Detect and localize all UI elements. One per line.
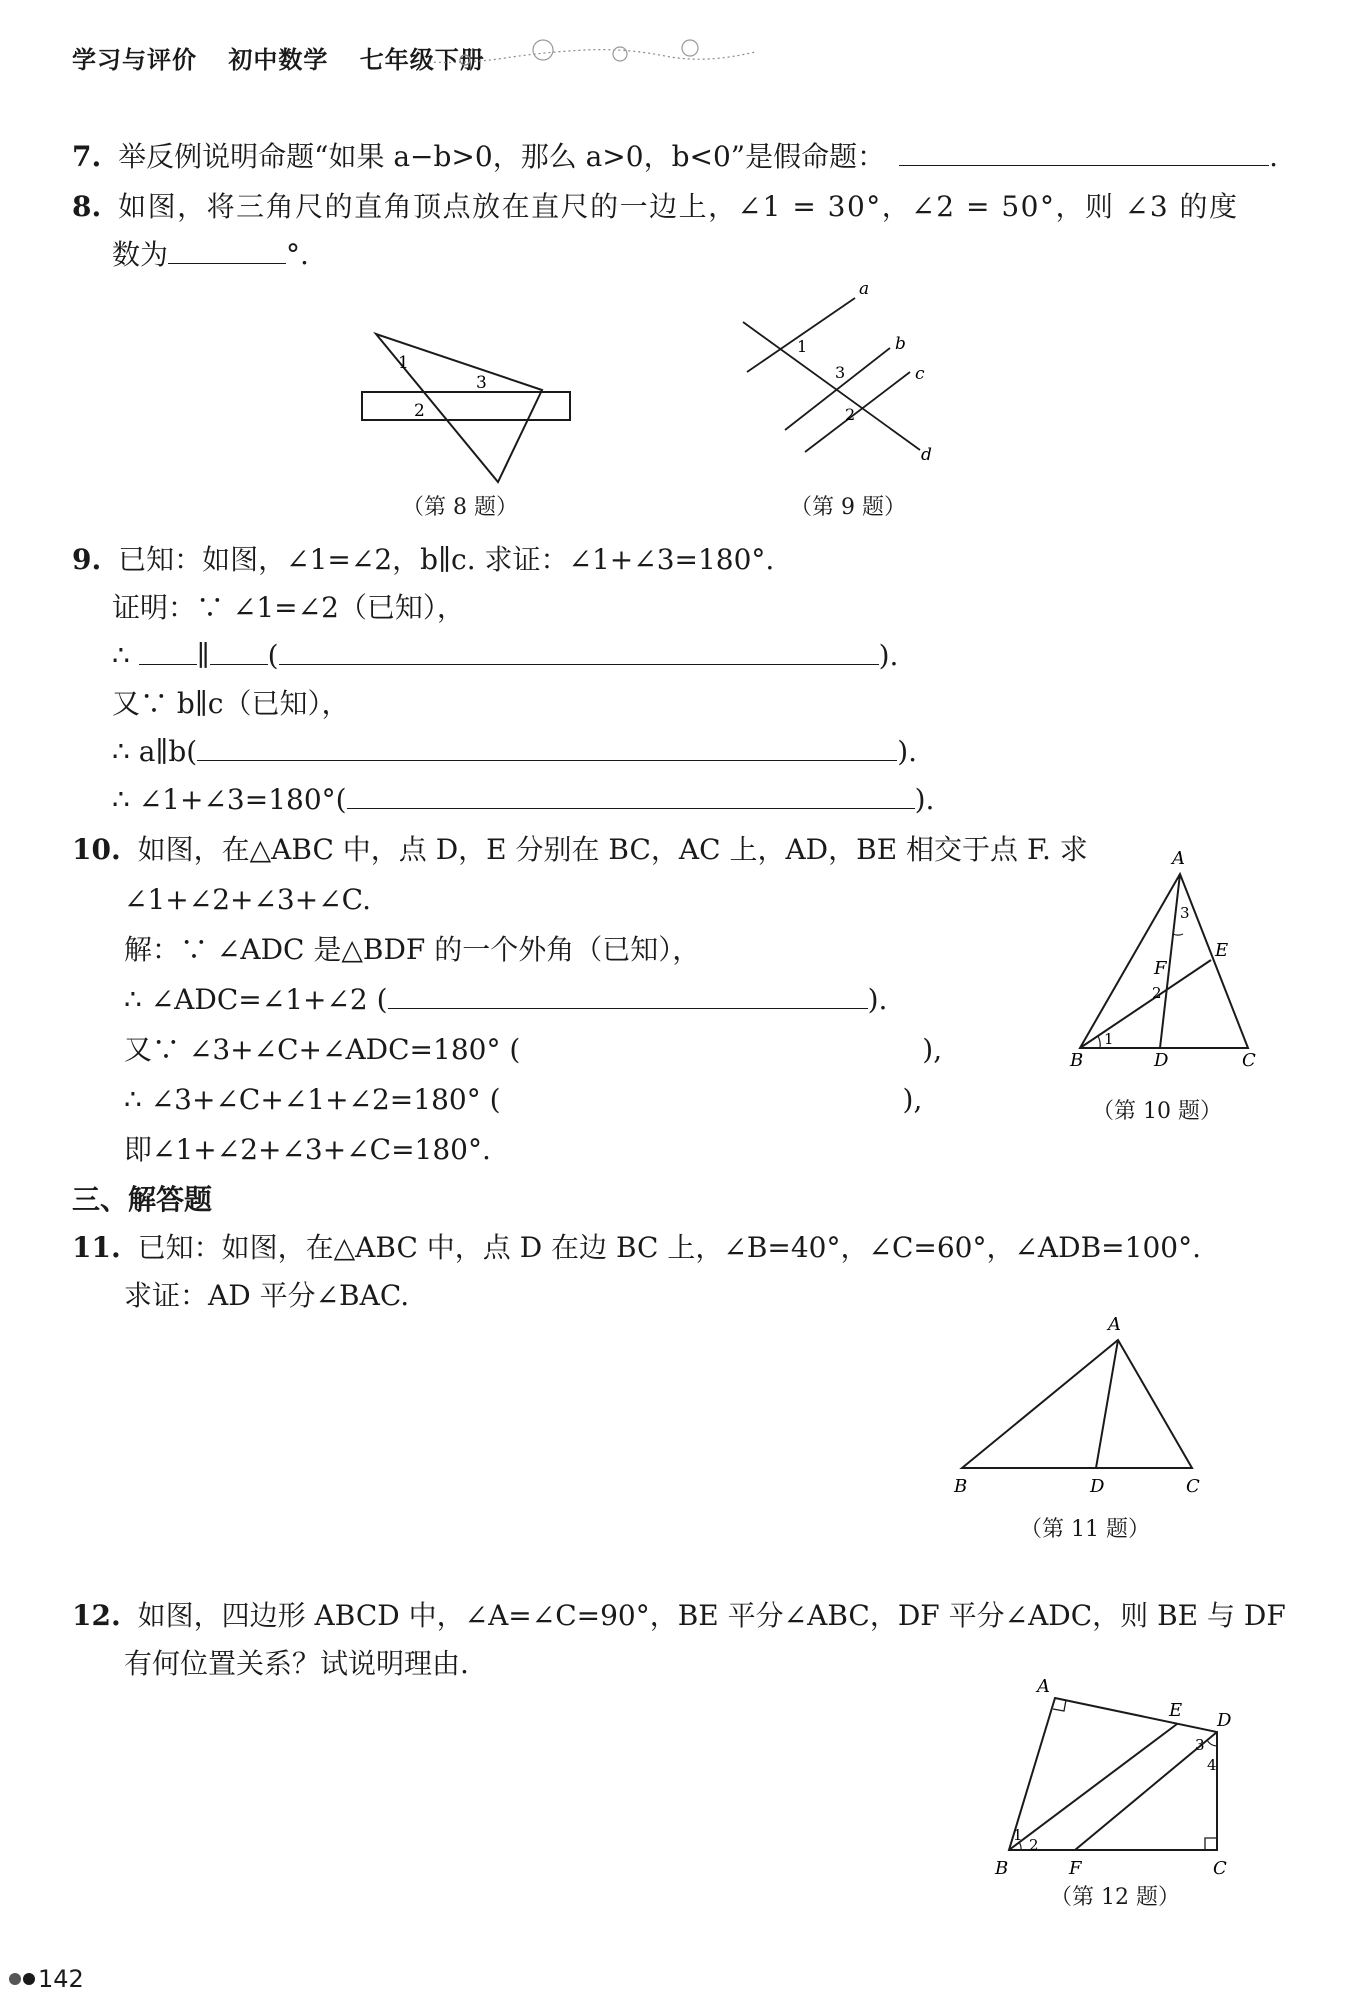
q9-blank-line1[interactable] [139,638,197,665]
fig12-label-1: 1 [1013,1826,1023,1844]
q10-line4-end: ). [867,983,888,1016]
q9-line5-end: ). [897,735,918,768]
q11-line2: 求证：AD 平分∠BAC. [124,1279,410,1312]
segment-ad-11 [1096,1340,1118,1468]
q10-line6-text: ∴ ∠3+∠C+∠1+∠2=180° ( [124,1083,501,1116]
figure-8 [350,320,590,500]
header-grade: 七年级下册 [359,46,485,74]
figure-9 [735,280,945,470]
header-decoration [425,38,765,72]
figure-10 [1060,850,1260,1070]
question-10 [72,830,1088,870]
q12-text-line1: 如图，四边形 ABCD 中，∠A=∠C=90°，BE 平分∠ABC，DF 平分∠ADC，则 BE 与 DF [137,1599,1286,1632]
fig12-label-A: A [1037,1676,1050,1697]
q8-text-line1: 如图，将三角尺的直角顶点放在直尺的一边上，∠1 = 30°，∠2 = 50°，则 ∠3 的度 [118,190,1239,223]
q9-line2: 证明：∵ ∠1=∠2（已知）， [112,591,465,624]
q9-line6-text: ∴ ∠1+∠3=180°( [112,783,347,816]
fig10-label-C: C [1242,1050,1256,1070]
q10-blank-reason1[interactable] [388,982,868,1009]
fig9-label-1: 1 [797,337,808,356]
q10-line5-end: ), [922,1033,943,1066]
q9-parallel-sign: ∥ [196,639,210,672]
q11-number: 11. [72,1231,121,1264]
q12-number: 12. [72,1599,121,1632]
fig12-label-F: F [1069,1858,1082,1879]
fig12-label-D: D [1217,1710,1232,1731]
fig11-label-B: B [954,1476,968,1497]
line-c [805,372,910,452]
fig10-label-D: D [1154,1050,1169,1070]
q9-therefore: ∴ [112,639,139,672]
q10-line6 [124,1080,922,1120]
fig12-label-4: 4 [1207,1756,1217,1774]
fig12-label-2: 2 [1029,1836,1039,1854]
figure-12 [985,1670,1240,1880]
fig12-label-3: 3 [1195,1736,1205,1754]
figure-10-caption: （第 10 题） [1092,1099,1222,1124]
q8-text-line2b: °. [286,238,309,271]
triangle-abc-11 [962,1340,1192,1468]
q9-blank-reason3[interactable] [347,782,915,809]
figure-8-caption: （第 8 题） [402,495,518,520]
q9-line4: 又∵ b∥c（已知）， [112,687,350,720]
question-11 [72,1228,1201,1268]
q7-answer-blank[interactable] [899,139,1269,166]
figure-11-caption: （第 11 题） [1020,1517,1150,1542]
question-7 [72,137,1278,177]
fig9-label-d: d [921,445,932,465]
fig11-label-A: A [1108,1314,1121,1335]
q10-line6-end: ), [902,1083,923,1116]
q9-blank-line2[interactable] [210,638,268,665]
fig12-label-E: E [1169,1700,1183,1721]
q9-line6 [112,780,934,820]
fig9-label-c: c [915,364,925,384]
q12-line2: 有何位置关系？试说明理由. [124,1647,469,1680]
q9-line3-end: ). [878,639,899,672]
q10-line2: ∠1+∠2+∠3+∠C. [124,883,371,916]
fig9-label-a: a [859,280,870,299]
header-series: 学习与评价 [72,46,197,74]
q9-line3: ∴ ∥ ( ). [112,639,899,672]
q11-text-line1: 已知：如图，在△ABC 中，点 D 在边 BC 上，∠B=40°，∠C=60°，∠ADB=100°. [137,1231,1201,1264]
figure-9-caption: （第 9 题） [790,495,906,520]
fig9-label-2: 2 [845,405,856,424]
section-heading: 三、解答题 [72,1183,213,1216]
question-8-line2 [112,235,309,275]
q7-text: 举反例说明命题“如果 a−b>0，那么 a>0，b<0”是假命题： [118,140,886,173]
page-number: 142 [38,1965,84,1993]
q9-line6-end: ). [914,783,935,816]
line-a [747,298,855,372]
q8-number: 8. [72,190,102,223]
fig8-label-1: 1 [398,353,409,373]
q9-blank-reason2[interactable] [197,734,897,761]
fig10-label-A: A [1172,850,1185,869]
segment-be [1080,960,1211,1048]
q10-line4-text: ∴ ∠ADC=∠1+∠2 ( [124,983,388,1016]
fig9-label-b: b [895,334,906,354]
fig10-label-B: B [1070,1050,1084,1070]
q8-text-line2a: 数为 [112,238,169,271]
fig8-label-2: 2 [414,401,425,421]
q7-end: . [1269,140,1279,173]
fig10-label-1: 1 [1104,1030,1114,1048]
q10-line5-text: 又∵ ∠3+∠C+∠ADC=180° ( [124,1033,521,1066]
question-12 [72,1596,1286,1636]
fig11-label-D: D [1090,1476,1105,1497]
fig10-label-2: 2 [1152,984,1162,1002]
figure-11 [950,1310,1210,1500]
fig12-label-B: B [995,1858,1009,1879]
q9-line5 [112,732,917,772]
header-subject: 初中数学 [228,46,329,74]
q10-text-line1: 如图，在△ABC 中，点 D，E 分别在 BC，AC 上，AD，BE 相交于点 F. 求 [137,833,1088,866]
q9-text-line1: 已知：如图，∠1=∠2，b∥c. 求证：∠1+∠3=180°. [118,543,775,576]
page-dots-icon [8,1970,38,1988]
q9-blank-reason1[interactable] [279,638,879,665]
fig9-label-3: 3 [835,363,846,382]
fig10-label-F: F [1154,958,1167,979]
question-9 [72,540,774,580]
q9-line5-text: ∴ a∥b( [112,735,198,768]
fig10-label-3: 3 [1180,904,1190,922]
q8-answer-blank[interactable] [168,237,286,264]
fig10-label-E: E [1215,940,1229,961]
q10-line4 [124,980,887,1020]
q9-number: 9. [72,543,102,576]
q10-line7: 即∠1+∠2+∠3+∠C=180°. [124,1133,491,1166]
q7-number: 7. [72,140,102,173]
q10-line5 [124,1030,942,1070]
fig8-label-3: 3 [476,373,487,393]
figure-12-caption: （第 12 题） [1050,1885,1180,1910]
q10-line3: 解：∵ ∠ADC 是△BDF 的一个外角（已知）， [124,933,701,966]
question-8 [72,187,1239,227]
fig12-label-C: C [1213,1858,1227,1879]
fig11-label-C: C [1186,1476,1200,1497]
q10-number: 10. [72,833,121,866]
